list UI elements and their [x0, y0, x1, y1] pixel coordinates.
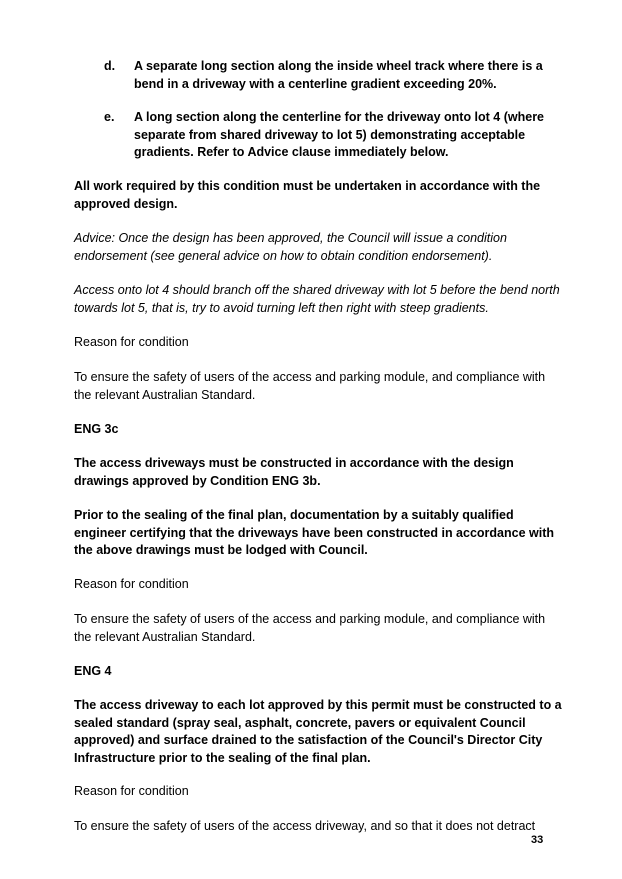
reason-heading: Reason for condition [74, 784, 189, 798]
list-marker: d. [104, 59, 116, 73]
condition-paragraph: The access driveway to each lot approved by this permit must be constructed to a sealed standard (spray seal, asphalt, concrete, pavers or equivalent Council approved) and surface drained to the satisfaction of the Council's Director City Infrastructure prior to the sealing of the final plan. [74, 698, 562, 765]
condition-paragraph: Prior to the sealing of the final plan, documentation by a suitably qualified engineer certifying that the driveways have been constructed in accordance with the above drawings must be lodged with Council. [74, 508, 554, 557]
reason-heading: Reason for condition [74, 577, 189, 591]
list-item-text: A separate long section along the inside wheel track where there is a bend in a driveway with a centerline gradient exceeding 20%. [134, 59, 543, 91]
reason-paragraph: To ensure the safety of users of the access driveway, and so that it does not detract [74, 819, 536, 833]
list-marker: e. [104, 110, 115, 124]
advice-paragraph: Advice: Once the design has been approved, the Council will issue a condition endorsement (see general advice on how to obtain condition endorsement). [74, 231, 507, 263]
reason-paragraph: To ensure the safety of users of the access and parking module, and compliance with the relevant Australian Standard. [74, 612, 546, 644]
condition-heading-eng-3c: ENG 3c [74, 422, 119, 436]
reason-heading: Reason for condition [74, 335, 189, 349]
reason-paragraph: To ensure the safety of users of the access and parking module, and compliance with the relevant Australian Standard. [74, 370, 546, 402]
condition-paragraph: The access driveways must be constructed in accordance with the design drawings approved by Condition ENG 3b. [74, 456, 514, 488]
condition-requirement-paragraph: All work required by this condition must be undertaken in accordance with the approved design. [74, 179, 541, 211]
access-advice-paragraph: Access onto lot 4 should branch off the shared driveway with lot 5 before the bend north towards lot 5, that is, try to avoid turning left then right with steep gradients. [74, 283, 560, 315]
page-number: 33 [531, 834, 544, 846]
condition-heading-eng-4: ENG 4 [74, 664, 112, 678]
list-item-text: A long section along the centerline for the driveway onto lot 4 (where separate from shared driveway to lot 5) demonstrating acceptable gradients. Refer to Advice clause immediately below. [134, 110, 545, 159]
